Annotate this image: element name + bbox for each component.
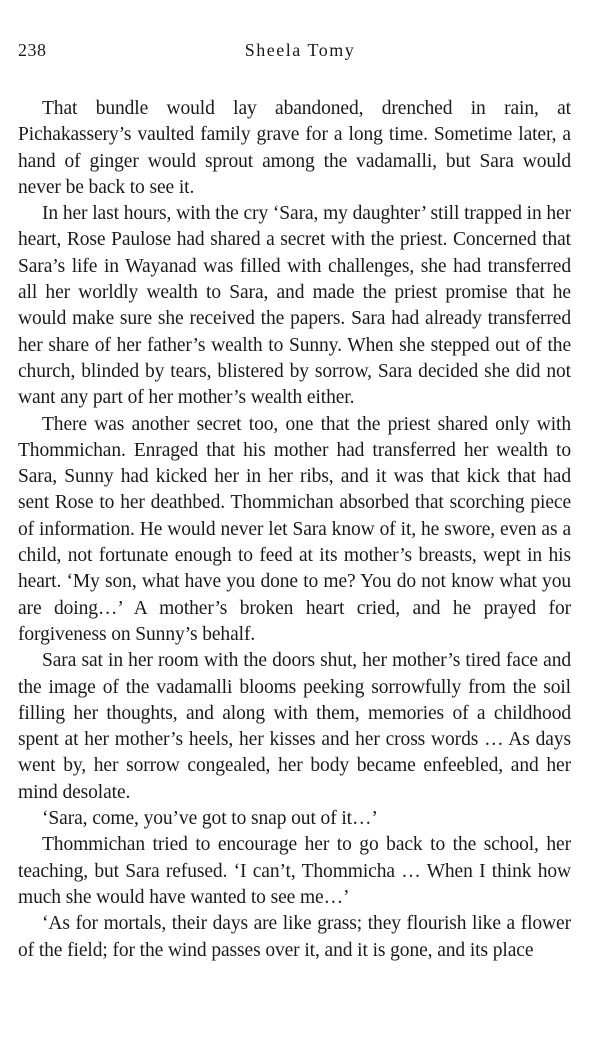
paragraph: Sara sat in her room with the doors shut, her mother’s tired face and the image of the vadamalli blooms peeking sorrowfully from the soil filling her thoughts, and along with them, memories of a childhood spent at her mother’s heels, her kisses and her cross words … As days went by, her sorrow congealed, her body became enfeebled, and her mind desolate. bbox=[18, 650, 571, 803]
paragraph: There was another secret too, one that the priest shared only with Thommichan. Enraged that his mother had transferred her wealth to Sara, Sunny had kicked her in her ribs, and it was that kick that had sent Rose to her deathbed. Thommichan absorbed that scorching piece of information. He would never let Sara know of it, he swore, even as a child, not fortunate enough to feed at its mother’s breasts, wept in his heart. ‘My son, what have you done to me? You do not know what you are doing…’ A mother’s broken heart cried, and he prayed for forgiveness on Sunny’s behalf. bbox=[18, 413, 571, 645]
page-header bbox=[18, 40, 582, 66]
running-head-author: Sheela Tomy bbox=[244, 40, 356, 60]
paragraph: In her last hours, with the cry ‘Sara, my daughter’ still trapped in her heart, Rose Paulose had shared a secret with the priest. Concerned that Sara’s life in Wayanad was filled with challenges, she had transferred all her worldly wealth to Sara, and made the priest promise that he would make sure she received the papers. Sara had already transferred her share of her father’s wealth to Sunny. When she stepped out of the church, blinded by tears, blistered by sorrow, Sara decided she did not want any part of her mother’s wealth either. bbox=[18, 203, 571, 409]
paragraph: ‘As for mortals, their days are like grass; they flourish like a flower of the field; for the wind passes over it, and it is gone, and its place bbox=[18, 913, 571, 961]
paragraph: That bundle would lay abandoned, drenched in rain, at Pichakassery’s vaulted family grave for a long time. Sometime later, a hand of ginger would sprout among the vadamalli, but Sara would never be back to see it. bbox=[18, 98, 571, 198]
paragraph: ‘Sara, come, you’ve got to snap out of it…’ bbox=[42, 808, 378, 830]
page-number: 238 bbox=[18, 40, 47, 60]
body-text bbox=[18, 96, 571, 964]
paragraph: Thommichan tried to encourage her to go back to the school, her teaching, but Sara refused. ‘I can’t, Thommicha … When I think how much she would have wanted to see me…’ bbox=[18, 834, 571, 908]
